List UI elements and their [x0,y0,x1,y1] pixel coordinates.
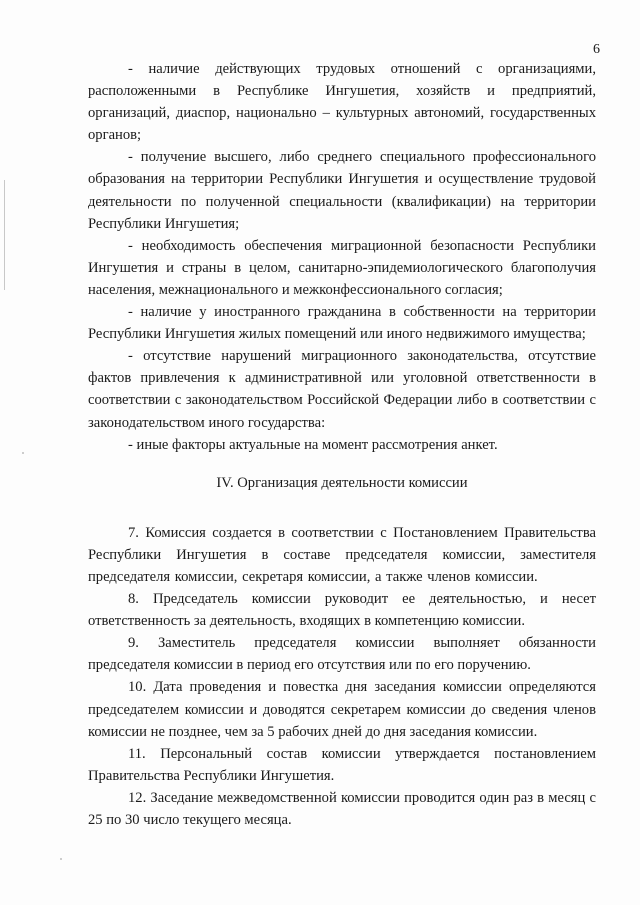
numbered-paragraph: 10. Дата проведения и повестка дня заседания комиссии определяются председателем комиссии и доводятся секретарем комиссии до сведения членов комиссии не позднее, чем за 5 рабочих дней до дня заседания комиссии. [88,679,596,740]
document-body [88,58,596,831]
scan-speck [60,858,62,860]
bullet-paragraph: - иные факторы актуальные на момент рассмотрения анкет. [128,436,498,453]
numbered-paragraph: 7. Комиссия создается в соответствии с Постановлением Правительства Республики Ингушетия в составе председателя комиссии, заместителя председателя комиссии, секретаря комиссии, а также членов комиссии. [88,524,596,585]
numbered-paragraph: 12. Заседание межведомственной комиссии проводится один раз в месяц с 25 по 30 число текущего месяца. [88,789,596,828]
scan-speck [22,452,24,454]
bullet-paragraph: - необходимость обеспечения миграционной безопасности Республики Ингушетия и страны в целом, санитарно-эпидемиологического благополучия населения, межнационального и межконфессионального согласия; [88,237,596,298]
scan-edge-shadow [4,180,5,290]
numbered-paragraph: 9. Заместитель председателя комиссии выполняет обязанности председателя комиссии в период его отсутствия или по его поручению. [88,635,596,674]
section-heading: IV. Организация деятельности комиссии [216,474,468,491]
numbered-paragraph: 8. Председатель комиссии руководит ее деятельностью, и несет ответственность за деятельность, входящих в компетенцию комиссии. [88,591,596,630]
bullet-paragraph: - получение высшего, либо среднего специального профессионального образования на территории Республики Ингушетия и осуществление трудовой деятельности по полученной специальности (квалификации) на территории Республики Ингушетия; [88,149,596,232]
numbered-paragraph: 11. Персональный состав комиссии утверждается постановлением Правительства Республики Ингушетия. [88,745,596,784]
page-number: 6 [593,42,600,57]
bullet-paragraph: - отсутствие нарушений миграционного законодательства, отсутствие фактов привлечения к административной или уголовной ответственности в соответствии с законодательством Российской Федерации либо в соответствии с законодательством иного государства: [88,348,596,431]
bullet-paragraph: - наличие действующих трудовых отношений с организациями, расположенными в Республике Ингушетия, хозяйств и предприятий, организаций, диаспор, национально – культурных автономий, государственных органов; [88,61,596,144]
bullet-paragraph: - наличие у иностранного гражданина в собственности на территории Республики Ингушетия жилых помещений или иного недвижимого имущества; [88,304,596,343]
